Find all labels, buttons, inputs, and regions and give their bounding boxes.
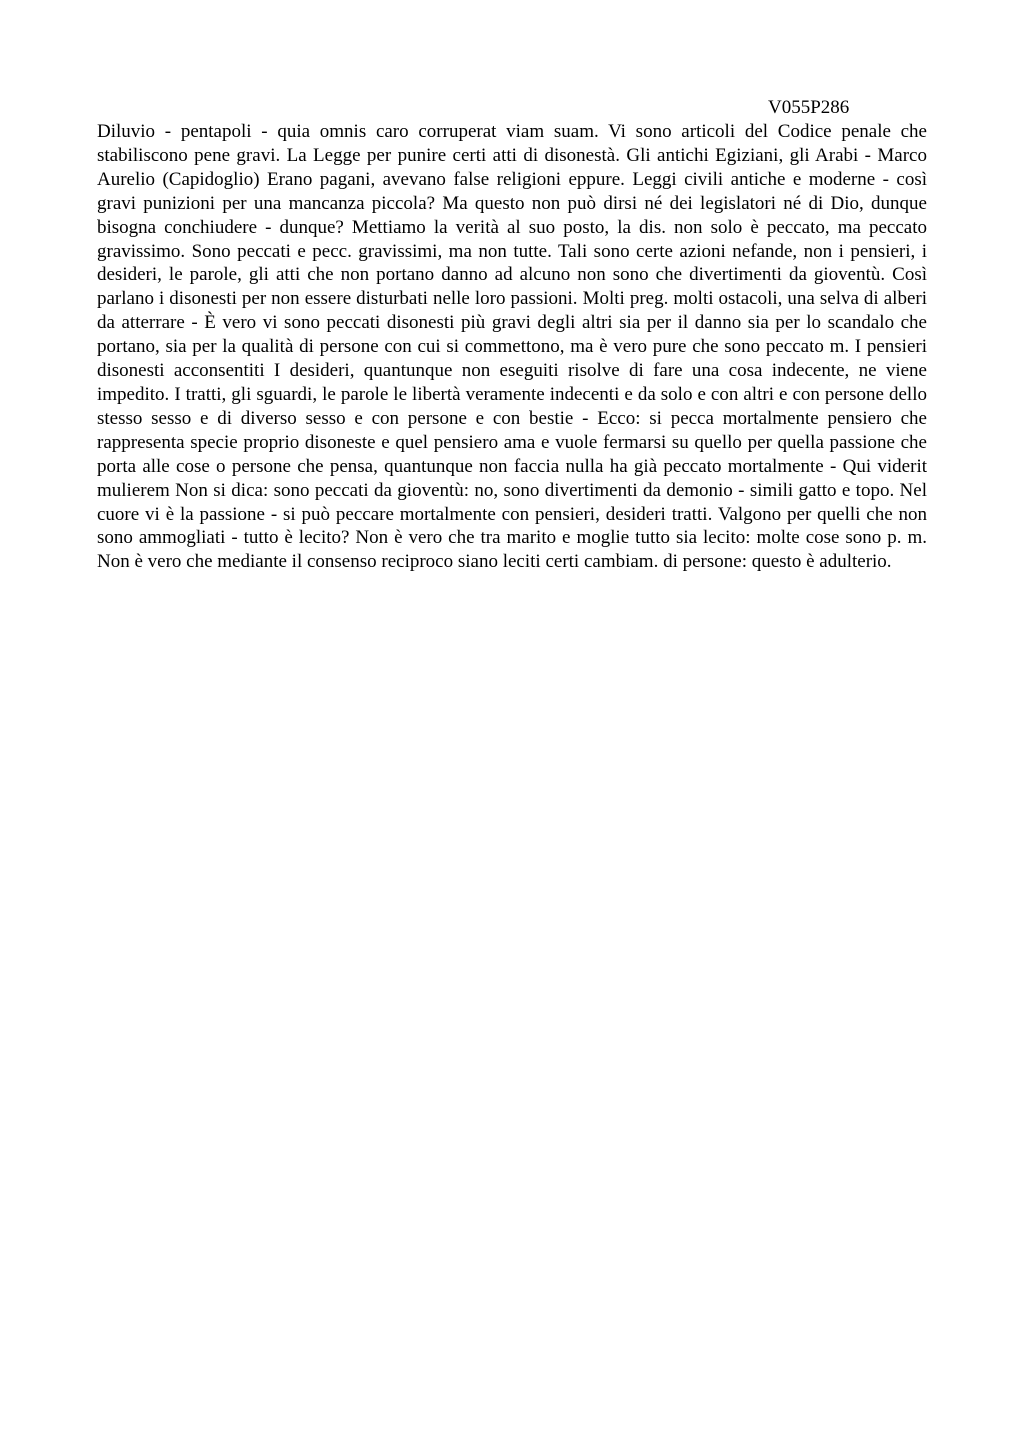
page-code: V055P286	[768, 97, 850, 118]
body-paragraph: Diluvio - pentapoli - quia omnis caro corruperat viam suam. Vi sono articoli del Codice penale che stabiliscono pene gravi. La Legge per punire certi atti di disonestà. Gli antichi Egiziani, gli Arabi - Marco Aurelio (Capidoglio) Erano pagani, avevano false religioni eppure. Leggi civili antiche e moderne - così gravi punizioni per una mancanza piccola? Ma questo non può dirsi né dei legislatori né di Dio, dunque bisogna conchiudere - dunque? Mettiamo la verità al suo posto, la dis. non solo è peccato, ma peccato gravissimo. Sono peccati e pecc. gravissimi, ma non tutte. Tali sono certe azioni nefande, non i pensieri, i desideri, le parole, gli atti che non portano danno ad alcuno non sono che divertimenti da gioventù. Così parlano i disonesti per non essere disturbati nelle loro passioni. Molti preg. molti ostacoli, una selva di alberi da atterrare - È vero vi sono peccati disonesti più gravi degli altri sia per il danno sia per lo scandalo che portano, sia per la qualità di persone con cui si commettono, ma è vero pure che sono peccato m. I pensieri disonesti acconsentiti I desideri, quantunque non eseguiti risolve di fare una cosa indecente, ne viene impedito. I tratti, gli sguardi, le parole le libertà veramente indecenti e da solo e con altri e con persone dello stesso sesso e di diverso sesso e con persone e con bestie - Ecco: si pecca mortalmente pensiero che rappresenta specie proprio disoneste e quel pensiero ama e vuole fermarsi su quello per quella passione che porta alle cose o persone che pensa, quantunque non faccia nulla ha già peccato mortalmente - Qui viderit mulierem Non si dica: sono peccati da gioventù: no, sono divertimenti da demonio - simili gatto e topo. Nel cuore vi è la passione - si può peccare mortalmente con pensieri, desideri tratti. Valgono per quelli che non sono ammogliati - tutto è lecito? Non è vero che tra marito e moglie tutto sia lecito: molte cose sono p. m. Non è vero che mediante il consenso reciproco siano leciti certi cambiam. di persone: questo è adulterio.	[97, 121, 927, 573]
